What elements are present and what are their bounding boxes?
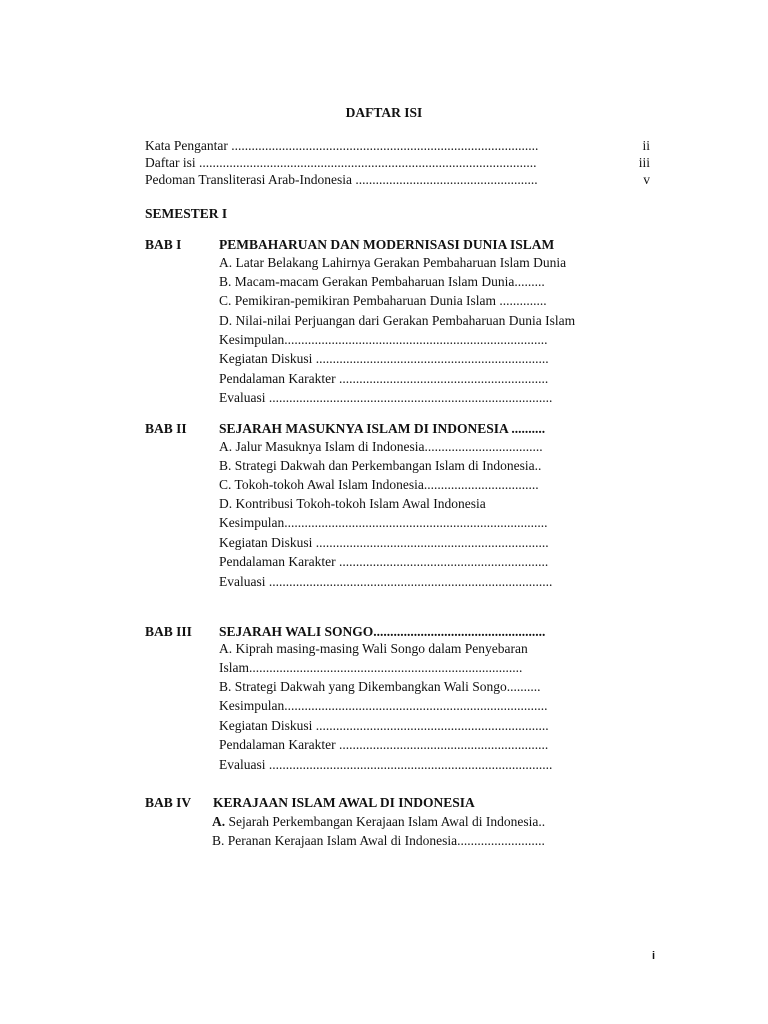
chapter-number: BAB II: [145, 421, 187, 436]
toc-item: Kegiatan Diskusi .....................................................................: [219, 351, 549, 366]
toc-item: Kesimpulan..............................................................................: [219, 698, 548, 713]
toc-item: D. Kontribusi Tokoh-tokoh Islam Awal Indonesia: [219, 496, 486, 511]
toc-entry-label: Kata Pengantar ...........................................................................................: [145, 138, 539, 153]
toc-item: Islam.................................................................................: [219, 660, 523, 675]
toc-item-text: Sejarah Perkembangan Kerajaan Islam Awal di Indonesia..: [225, 814, 546, 829]
toc-item: Evaluasi ....................................................................................: [219, 757, 553, 772]
toc-entry-page: ii: [642, 138, 650, 153]
toc-item: Pendalaman Karakter ..............................................................: [219, 554, 549, 569]
toc-item: Evaluasi ....................................................................................: [219, 574, 553, 589]
semester-heading: SEMESTER I: [145, 206, 228, 221]
chapter-number: BAB IV: [145, 795, 192, 810]
toc-item: Kesimpulan..............................................................................: [219, 332, 548, 347]
toc-item: Kegiatan Diskusi .....................................................................: [219, 535, 549, 550]
chapter-number: BAB III: [145, 624, 192, 639]
toc-item: [212, 813, 545, 831]
toc-item-marker: B.: [212, 833, 225, 848]
chapter-title: SEJARAH MASUKNYA ISLAM DI INDONESIA ..........: [219, 421, 546, 436]
toc-item: D. Nilai-nilai Perjuangan dari Gerakan Pembaharuan Dunia Islam: [219, 313, 576, 328]
toc-item: B. Macam-macam Gerakan Pembaharuan Islam Dunia.........: [219, 274, 545, 289]
toc-entry-page: v: [643, 172, 650, 187]
page-title: DAFTAR ISI: [345, 105, 423, 120]
toc-item: C. Tokoh-tokoh Awal Islam Indonesia..................................: [219, 477, 539, 492]
toc-entry-label: Pedoman Transliterasi Arab-Indonesia ......................................................: [145, 172, 538, 187]
toc-item: B. Strategi Dakwah dan Perkembangan Islam di Indonesia..: [219, 458, 542, 473]
toc-item-marker: A.: [212, 814, 226, 829]
toc-item: C. Pemikiran-pemikiran Pembaharuan Dunia Islam ..............: [219, 293, 547, 308]
page-number: i: [652, 950, 656, 962]
toc-item: Evaluasi ....................................................................................: [219, 390, 553, 405]
toc-item-text: Peranan Kerajaan Islam Awal di Indonesia..........................: [224, 833, 545, 848]
chapter-title: SEJARAH WALI SONGO...................................................: [219, 624, 546, 639]
toc-item: A. Latar Belakang Lahirnya Gerakan Pembaharuan Islam Dunia: [219, 255, 567, 270]
toc-item: B. Strategi Dakwah yang Dikembangkan Wali Songo..........: [219, 679, 541, 694]
toc-item: Kegiatan Diskusi .....................................................................: [219, 718, 549, 733]
toc-entry-label: Daftar isi ....................................................................................................: [145, 155, 537, 170]
toc-item: Kesimpulan..............................................................................: [219, 515, 548, 530]
chapter-title: PEMBAHARUAN DAN MODERNISASI DUNIA ISLAM: [219, 237, 555, 252]
toc-entry-page: iii: [638, 155, 650, 170]
toc-item: A. Kiprah masing-masing Wali Songo dalam Penyebaran: [219, 641, 528, 656]
chapter-number: BAB I: [145, 237, 182, 252]
chapter-title: KERAJAAN ISLAM AWAL DI INDONESIA: [213, 795, 475, 810]
toc-item: A. Jalur Masuknya Islam di Indonesia...................................: [219, 439, 543, 454]
toc-item: Pendalaman Karakter ..............................................................: [219, 737, 549, 752]
toc-item: Pendalaman Karakter ..............................................................: [219, 371, 549, 386]
toc-item: [212, 832, 545, 850]
